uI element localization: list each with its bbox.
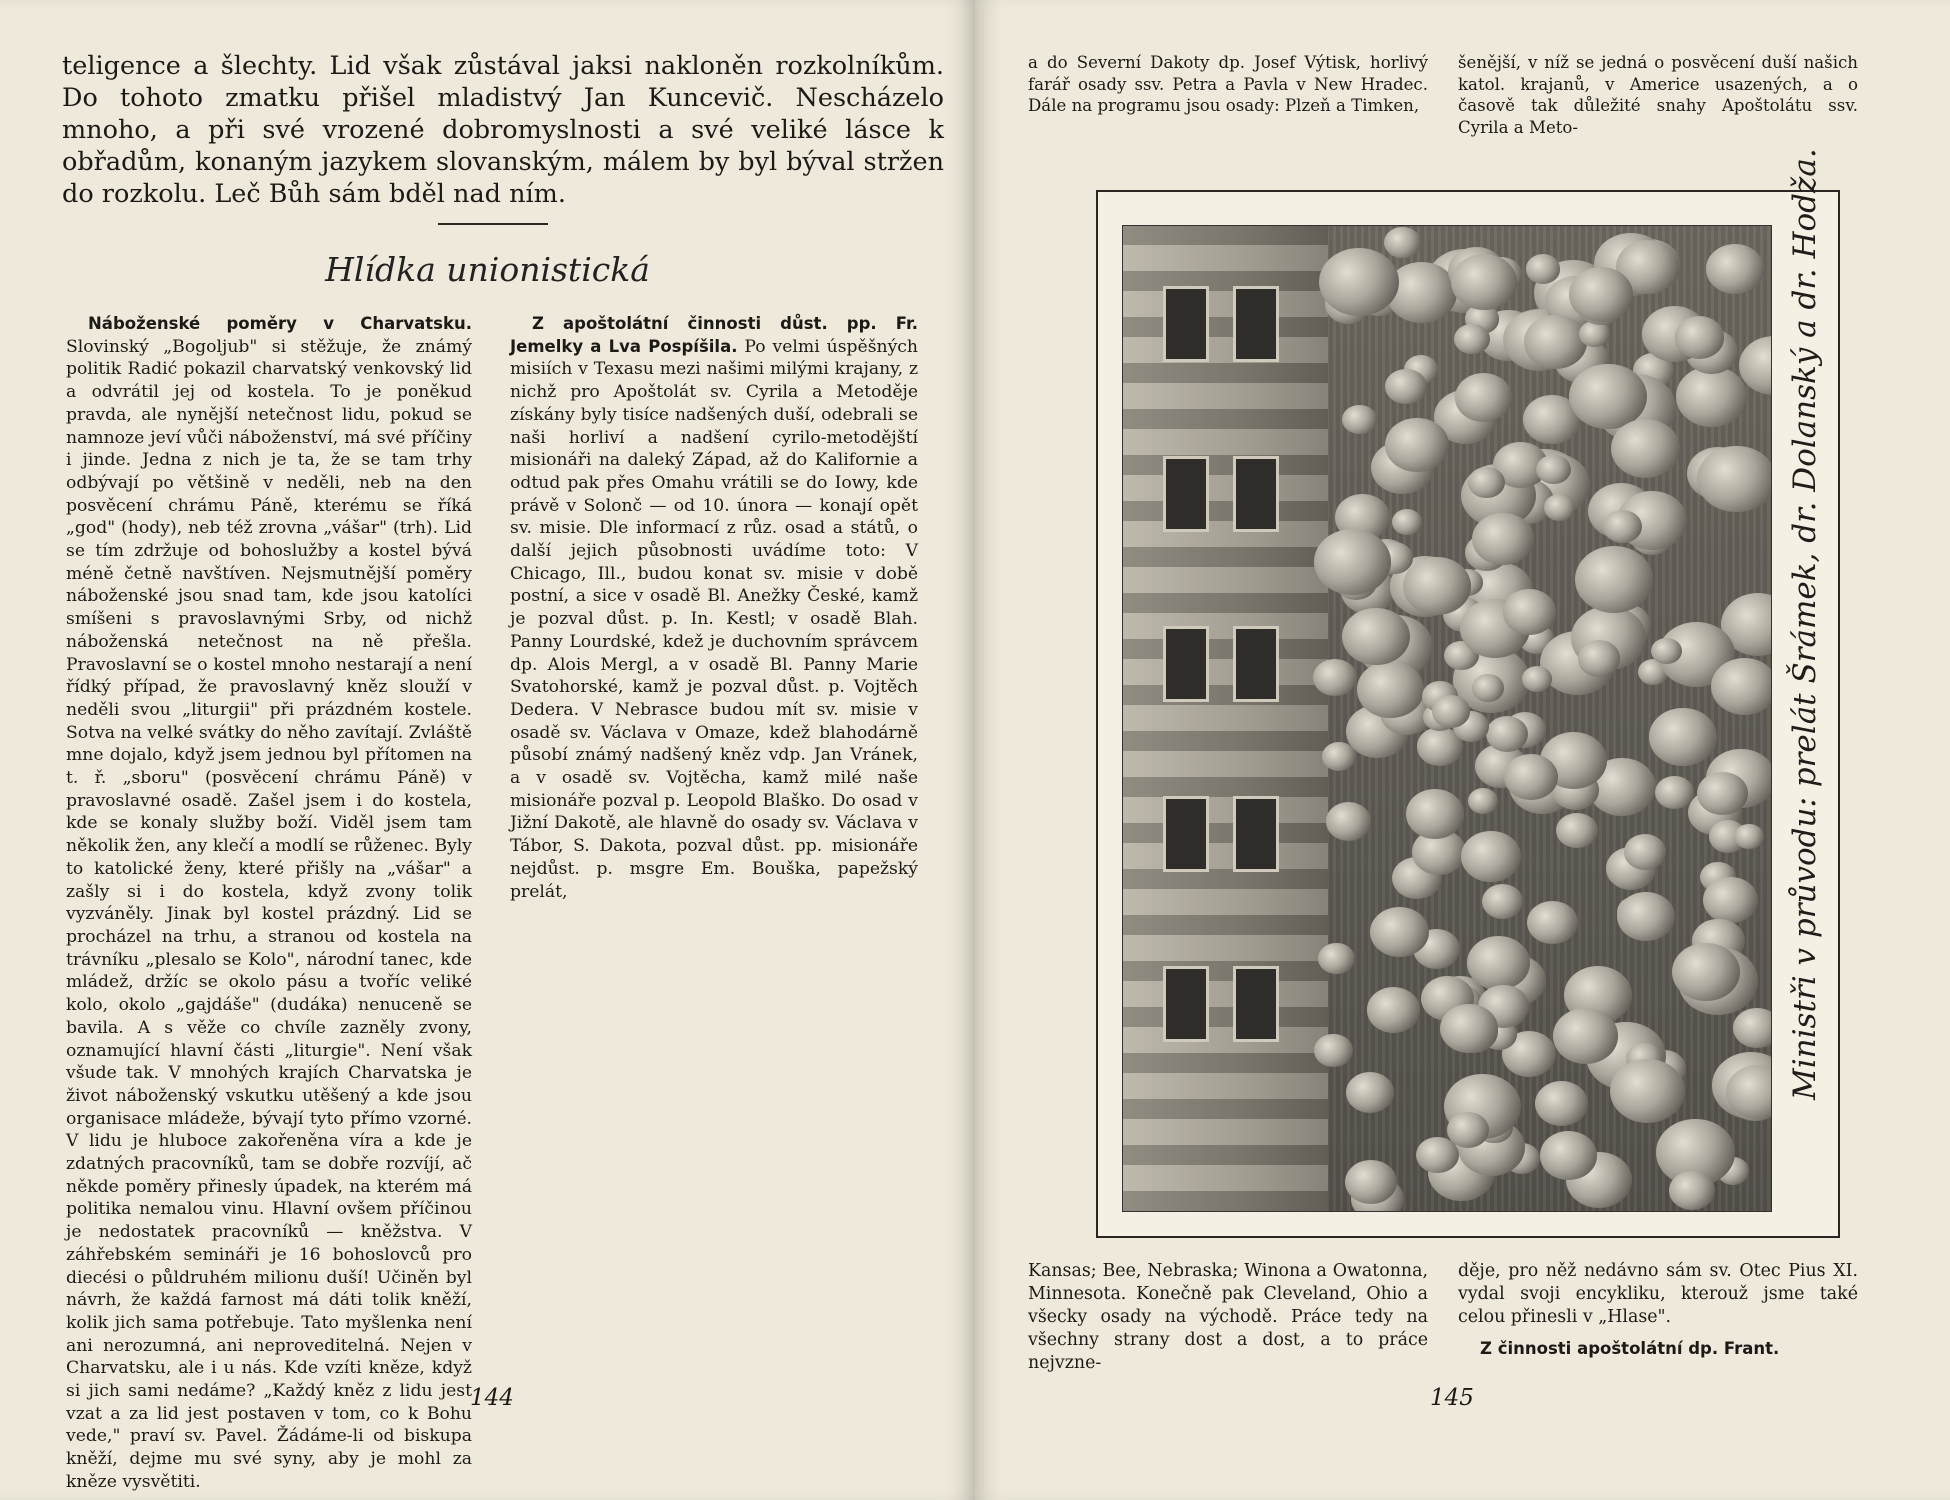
crowd-figure bbox=[1706, 244, 1765, 294]
crowd-figure bbox=[1468, 788, 1498, 814]
continued-text: Kansas; Bee, Nebraska; Winona a Owatonna, Minnesota. Konečně pak Cleveland, Ohio a všecky osady na východě. Práce tedy na všechny strany dost a dost, a to práce nejvzne- bbox=[1028, 1261, 1428, 1373]
left-column-2 bbox=[510, 313, 918, 903]
article-heading: Z apoštolátní činnosti důst. pp. Fr. Jemelky a Lva Pospíšila. bbox=[510, 314, 918, 356]
building-facade bbox=[1123, 226, 1328, 1211]
crowd-figure bbox=[1556, 813, 1597, 848]
crowd-figure bbox=[1440, 1004, 1498, 1053]
window bbox=[1233, 456, 1279, 532]
right-top-column-1 bbox=[1028, 52, 1428, 117]
crowd-figure bbox=[1314, 1034, 1352, 1067]
crowd-figure bbox=[1540, 1131, 1597, 1179]
crowd-figure bbox=[1553, 1008, 1618, 1063]
crowd-figure bbox=[1392, 509, 1423, 535]
window bbox=[1233, 286, 1279, 362]
article-body: Po velmi úspěšných misiích v Texasu mezi našimi milými krajany, z nichž pro Apoštolát sv. Cyrila a Metoděje získány byly tisíce nadšených duší, odebrali se naši horliví a nadšení cyrilo-metodějští misionáři na daleký Západ, až do Kalifornie a odtud pak přes Omahu vrátili se do Iowy, kde právě v Solonč — od 10. února — konají opět sv. misie. Dle informací z růz. osad a států, o další jejich působnosti uvádíme toto: V Chicago, Ill., budou konat sv. misie v době postní, a sice v osadě Bl. Anežky České, kamž je pozval důst. p. In. Kestl; v osadě Blah. Panny Lourdské, kdež je duchovním správcem dp. Alois Mergl, a v osadě Bl. Panny Marie Svatohorské, kamž je pozval důst. p. Vojtěch Dedera. V Nebrasce budou mít sv. misie v osadě sv. Václava v Omaze, kdež blahodárně působí známý nadšený kněz vdp. Jan Vránek, a v osadě sv. Vojtěcha, kamž milé naše misionáře pozval p. Leopold Blaško. Do osad v Jižní Dakotě, ale hlavně do osady sv. Václava v Tábor, S. Dakota, pozval důst. pp. misionáře nejdůst. p. msgre Em. Bouška, papežský prelát, bbox=[510, 336, 918, 902]
article-body: Slovinský „Bogoljub" si stěžuje, že známý politik Radić pokazil charvatský venkovský lid a odvrátil jej od kostela. To je poněkud pravda, ale nynější netečnost lidu, pokud se namnoze jeví vůči náboženství, má své příčiny i jinde. Jedna z nich je ta, že se tam trhy odbývají po většině v neděli, neb na den posvěcení chrámu Páně, kterému se říká „god" (hody), neb též zrovna „vášar" (trh). Lid se tím zdržuje od bohoslužby a kostel bývá méně četně navštíven. Nejsmutnější poměry náboženské jsou snad tam, kde jsou katolíci smíšeni s pravoslavnými Srby, od nichž náboženská netečnost na ně přešla. Pravoslavní se o kostel mnoho nestarají a není řídký případ, že pravoslavný kněz slouží v neděli svou „liturgii" při prázdném kostele. Sotva na velké svátky do něho zavítají. Zvláště mne dojalo, když jsem jednou byl přítomen na t. ř. „sboru" (posvěcení chrámu Páně) v pravoslavné osadě. Zašel jsem i do kostela, kde se konaly služby boží. Viděl jsem tam několik žen, any klečí a modlí se růženec. Byly to katolické ženy, které přišly na „vášar" a zašly si i do kostela, když zvony tolik vyzváněly. Jinak byl kostel prázdný. Lid se procházel na trhu, a stranou od kostela na trávníku „plesalo se Kolo", národní tanec, kde mládež, držíc se okolo pásu a tvoříc veliké kolo, okolo „gajdáše" (dudáka) nenuceně se bavila. A s věže co chvíle zazněly zvony, oznamující hlavní části „liturgie". Není však všude tak. V mnohých krajích Charvatska je život náboženský vskutku utěšený a kde jsou organisace mládeže, bývají tyto přímo vzorné. V lidu je hluboce zakořeněna víra a kde je zdatných pracovníků, tam se dobře rozvíjí, ač někde poměry přinesly úpadek, na kterém má politika nemalou vinu. Hlavní ovšem příčinou je nedostatek pracovníků — kněžstva. V záhřebském semináři je 16 bohoslovců pro diecési o půldruhém milionu duší! Učiněn byl návrh, že každá farnost má dáti tolik kněží, kolik jich sama potřebuje. Tato myšlenka není ani nerozumná, ani neproveditelná. Nejen v Charvatsku, ale i u nás. Kde vzíti kněze, když si jich sami nedáme? „Každý kněz z lidu jest vzat a za lid jest postaven v tom, co k Bohu vede," praví sv. Pavel. Žádáme-li od biskupa kněží, dejme mu své syny, aby je mohl za kněze vysvětiti. bbox=[66, 336, 472, 1492]
crowd-figure bbox=[1346, 1072, 1394, 1113]
article-heading: Z činnosti apoštolátní dp. Frant. bbox=[1480, 1339, 1780, 1358]
crowd-figure bbox=[1575, 546, 1653, 612]
crowd-figure bbox=[1579, 321, 1609, 347]
article-paragraph bbox=[1458, 1337, 1858, 1361]
continued-text: a do Severní Dakoty dp. Josef Výtisk, horlivý farář osady ssv. Petra a Pavla v New Hradec. Dále na programu jsou osady: Plzeň a Timken, bbox=[1028, 53, 1428, 115]
crowd-figure bbox=[1733, 1008, 1772, 1048]
crowd-figure bbox=[1703, 877, 1758, 924]
window bbox=[1163, 456, 1209, 532]
crowd-figure bbox=[1342, 405, 1376, 434]
continued-text: šenější, v níž se jedná o posvěcení duší našich katol. krajanů, v Americe usazených, a o časově tak důležité snahy Apoštolátu ssv. Cyrila a Meto- bbox=[1458, 53, 1858, 137]
crowd-figure bbox=[1318, 943, 1355, 974]
procession-photo bbox=[1122, 225, 1772, 1212]
crowd-figure bbox=[1524, 315, 1587, 369]
crowd-figure bbox=[1651, 638, 1682, 664]
lead-paragraph: teligence a šlechty. Lid však zůstával jaksi nakloněn rozkolníkům. Do tohoto zmatku přišel mladistvý Jan Kuncevič. Nescházelo mnoho, a při své vrozené dobromyslnosti a své veliké lásce k obřadům, konaným jazykem slovanským, málem by byl býval stržen do rozkolu. Leč Bůh sám bděl nad ním. bbox=[62, 51, 944, 209]
right-top-column-2 bbox=[1458, 52, 1858, 138]
crowd-figure bbox=[1319, 248, 1399, 316]
window bbox=[1233, 796, 1279, 872]
article-paragraph bbox=[66, 313, 472, 1494]
crowd-figure bbox=[1357, 661, 1423, 717]
article-paragraph bbox=[510, 313, 918, 903]
photo-caption: Ministři v průvodu: prelát Šrámek, dr. Dolanský a dr. Hodža. bbox=[1787, 148, 1823, 1100]
crowd-figure bbox=[1697, 772, 1748, 815]
left-column-1 bbox=[66, 313, 472, 1494]
article-paragraph bbox=[1458, 1260, 1858, 1329]
window bbox=[1163, 286, 1209, 362]
crowd-figure bbox=[1611, 419, 1680, 478]
crowd-figure bbox=[1603, 510, 1642, 543]
crowd-figure bbox=[1503, 589, 1556, 634]
crowd-figure bbox=[1406, 789, 1464, 839]
crowd-figure bbox=[1314, 529, 1391, 595]
crowd-figure bbox=[1669, 1171, 1715, 1210]
crowd-figure bbox=[1649, 708, 1717, 765]
crowd-figure bbox=[1526, 254, 1561, 283]
article-heading: Náboženské poměry v Charvatsku. bbox=[88, 314, 472, 333]
section-title: Hlídka unionistická bbox=[325, 250, 650, 289]
crowd-figure bbox=[1403, 557, 1471, 615]
crowd-figure bbox=[1472, 513, 1534, 565]
crowd-figure bbox=[1610, 1059, 1685, 1123]
crowd-figure bbox=[1322, 742, 1356, 771]
crowd-figure bbox=[1313, 659, 1357, 697]
crowd-figure bbox=[1504, 754, 1559, 801]
crowd-figure bbox=[1345, 1160, 1397, 1204]
window bbox=[1233, 626, 1279, 702]
crowd-figure bbox=[1734, 824, 1764, 850]
crowd-figure bbox=[1569, 267, 1633, 322]
crowd-figure bbox=[1486, 716, 1529, 752]
crowd-figure bbox=[1385, 369, 1427, 405]
crowd-figure bbox=[1461, 831, 1521, 882]
crowd-figure bbox=[1655, 776, 1694, 809]
crowd-figure bbox=[1675, 316, 1725, 358]
crowd-figure bbox=[1544, 494, 1575, 521]
section-divider bbox=[438, 223, 548, 225]
crowd-figure bbox=[1367, 987, 1420, 1032]
crowd-figure bbox=[1535, 1081, 1588, 1126]
right-bottom-column-1 bbox=[1028, 1260, 1428, 1375]
crowd-figure bbox=[1522, 666, 1552, 692]
crowd-figure bbox=[1527, 901, 1578, 944]
crowd-figure bbox=[1672, 943, 1740, 1000]
right-bottom-column-2 bbox=[1458, 1260, 1858, 1361]
crowd-figure bbox=[1697, 446, 1772, 513]
crowd-figure bbox=[1578, 640, 1621, 676]
crowd-figure bbox=[1447, 1112, 1489, 1148]
page-number: 144 bbox=[470, 1385, 514, 1411]
window bbox=[1163, 966, 1209, 1042]
crowd-figure bbox=[1482, 884, 1523, 919]
window bbox=[1163, 796, 1209, 872]
crowd-figure bbox=[1432, 695, 1470, 728]
crowd-figure bbox=[1676, 366, 1748, 427]
crowd-figure bbox=[1617, 892, 1675, 941]
crowd-figure bbox=[1624, 834, 1666, 870]
page-number: 145 bbox=[1430, 1385, 1474, 1411]
crowd-figure bbox=[1451, 254, 1517, 310]
crowd-figure bbox=[1711, 658, 1772, 716]
crowd-figure bbox=[1370, 907, 1429, 957]
window bbox=[1233, 966, 1279, 1042]
crowd-figure bbox=[1454, 324, 1490, 354]
crowd-figure bbox=[1455, 373, 1512, 422]
crowd-figure bbox=[1385, 418, 1449, 472]
crowd-figure bbox=[1472, 674, 1505, 702]
crowd-figure bbox=[1326, 802, 1371, 840]
window bbox=[1163, 626, 1209, 702]
continued-text: děje, pro něž nedávno sám sv. Otec Pius XI. vydal svoji encykliku, kterouž jsme také celou přinesli v „Hlase". bbox=[1458, 1261, 1858, 1327]
crowd-figure bbox=[1384, 227, 1421, 258]
crowd bbox=[1313, 226, 1771, 1211]
crowd-figure bbox=[1342, 608, 1410, 666]
